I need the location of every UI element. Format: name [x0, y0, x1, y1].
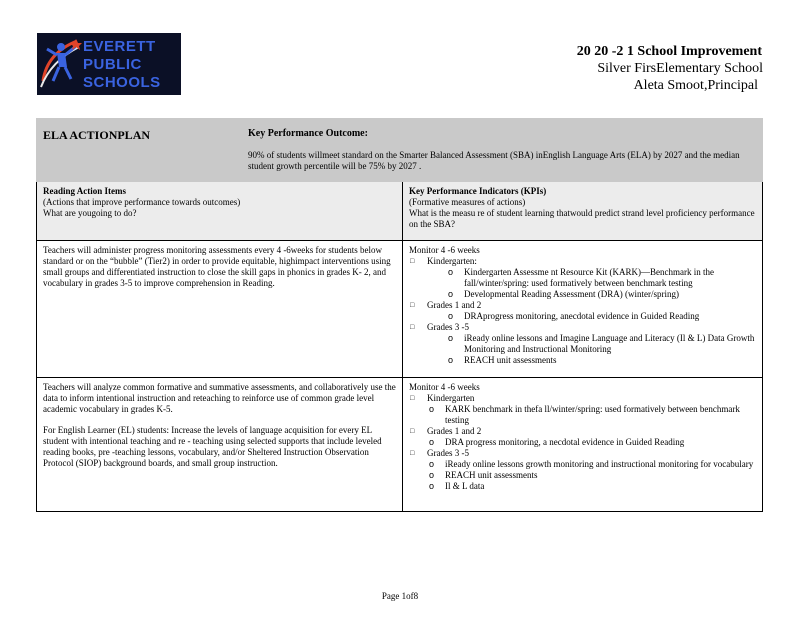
action-text: Teachers will administer progress monitoring assessments every 4 -6weeks for students below standard or on the “bubble” (Tier2) in order to provide equitable, highimpact interventions using small groups and differentiated instruction to close the skill gaps in phonics in grades K- 2, and vocabulary in grades 3-5 to improve comprehension in Reading. [43, 245, 391, 288]
list-item: o KARK benchmark in thefa ll/winter/spring: used formatively between benchmark testing [427, 404, 756, 426]
document-header [577, 43, 762, 94]
plan-title-row [37, 119, 763, 182]
table-row [37, 378, 763, 512]
list-item: o DRAprogress monitoring, anecdotal evidence in Guided Reading [427, 311, 756, 322]
list-item [409, 322, 756, 366]
list-item: o REACH unit assessments [427, 355, 756, 366]
measure-list [427, 437, 756, 448]
kpo-label: Key Performance Outcome: [248, 128, 368, 139]
grade-label: Grades 1 and 2 [427, 300, 482, 310]
kpi-subtitle: (Formative measures of actions) [409, 197, 526, 207]
list-item [409, 393, 756, 426]
kpi-list [409, 393, 756, 492]
grade-label: Grades 1 and 2 [427, 426, 482, 436]
measure-list [427, 267, 756, 300]
grade-label: Kindergarten [427, 393, 475, 403]
kpo-text: 90% of students willmeet standard on the Smarter Balanced Assessment (SBA) inEnglish Language Arts (ELA) by 2027 and the median student growth percentile will be 75% by 2027 . [248, 150, 740, 171]
kpi-header [403, 182, 763, 241]
school-name: Silver FirsElementary School [597, 61, 763, 76]
district-logo [37, 33, 181, 95]
list-item: o Kindergarten Assessme nt Resource Kit (KARK)—Benchmark in the fall/winter/spring: used formatively between benchmark testing [427, 267, 756, 289]
kpi-cell [403, 378, 763, 512]
kpi-question: What is the measu re of student learning thatwould predict strand level proficiency performance on the SBA? [409, 208, 755, 229]
measure-list [427, 311, 756, 322]
list-item: o REACH unit assessments [427, 470, 756, 481]
kpi-list [409, 256, 756, 366]
grade-label: Grades 3 -5 [427, 322, 469, 332]
logo-line-schools: SCHOOLS [83, 74, 161, 91]
action-items-subtitle: (Actions that improve performance towards outcomes) [43, 197, 241, 207]
list-item: o iReady online lessons and Imagine Language and Literacy (Il & L) Data Growth Monitoring and Instructional Monitoring [427, 333, 756, 355]
kpi-cell [403, 241, 763, 378]
action-plan-table [36, 118, 763, 512]
logo-figure-icon [37, 33, 83, 95]
principal-name: Aleta Smoot,Principal [633, 78, 758, 93]
document-title: 20 20 -2 1 School Improvement [576, 44, 762, 59]
page-number: Page 1of8 [381, 591, 419, 601]
action-text: For English Learner (EL) students: Increase the levels of language acquisition for every EL student with intentional teaching and re - teaching using selected supports that include leveled reading books, pre -teaching lessons, vocabulary, and/or Sheltered Instruction Observation Protocol (SIOP) background boards, and small group instruction. [43, 425, 382, 468]
monitor-frequency: Monitor 4 -6 weeks [409, 245, 480, 255]
action-cell [37, 378, 403, 512]
list-item [409, 256, 756, 300]
grade-label: Kindergarten: [427, 256, 477, 266]
measure-list [427, 459, 756, 492]
list-item: o Developmental Reading Assessment (DRA) (winter/spring) [427, 289, 756, 300]
action-items-title: Reading Action Items [43, 186, 126, 196]
column-header-row [37, 182, 763, 241]
measure-list [427, 333, 756, 366]
measure-list [427, 404, 756, 426]
logo-line-public: PUBLIC [83, 56, 142, 73]
grade-label: Grades 3 -5 [427, 448, 469, 458]
action-items-header [37, 182, 403, 241]
list-item: o Il & L data [427, 481, 756, 492]
list-item [409, 426, 756, 448]
table-row [37, 241, 763, 378]
list-item [409, 448, 756, 492]
list-item: o iReady online lessons growth monitoring and instructional monitoring for vocabulary [427, 459, 756, 470]
action-items-question: What are yougoing to do? [43, 208, 137, 218]
plan-title-cell [37, 119, 763, 182]
action-cell [37, 241, 403, 378]
monitor-frequency: Monitor 4 -6 weeks [409, 382, 480, 392]
kpi-title: Key Performance Indicators (KPIs) [409, 186, 547, 196]
list-item: o DRA progress monitoring, a necdotal evidence in Guided Reading [427, 437, 756, 448]
action-text: Teachers will analyze common formative and summative assessments, and collaboratively use the data to inform intentional instruction and reteaching to reinforce use of common grade level academic vocabulary in grades K-5. [43, 382, 396, 414]
logo-line-everett: EVERETT [83, 38, 156, 55]
list-item [409, 300, 756, 322]
ela-title: ELA ACTIONPLAN [43, 128, 151, 142]
